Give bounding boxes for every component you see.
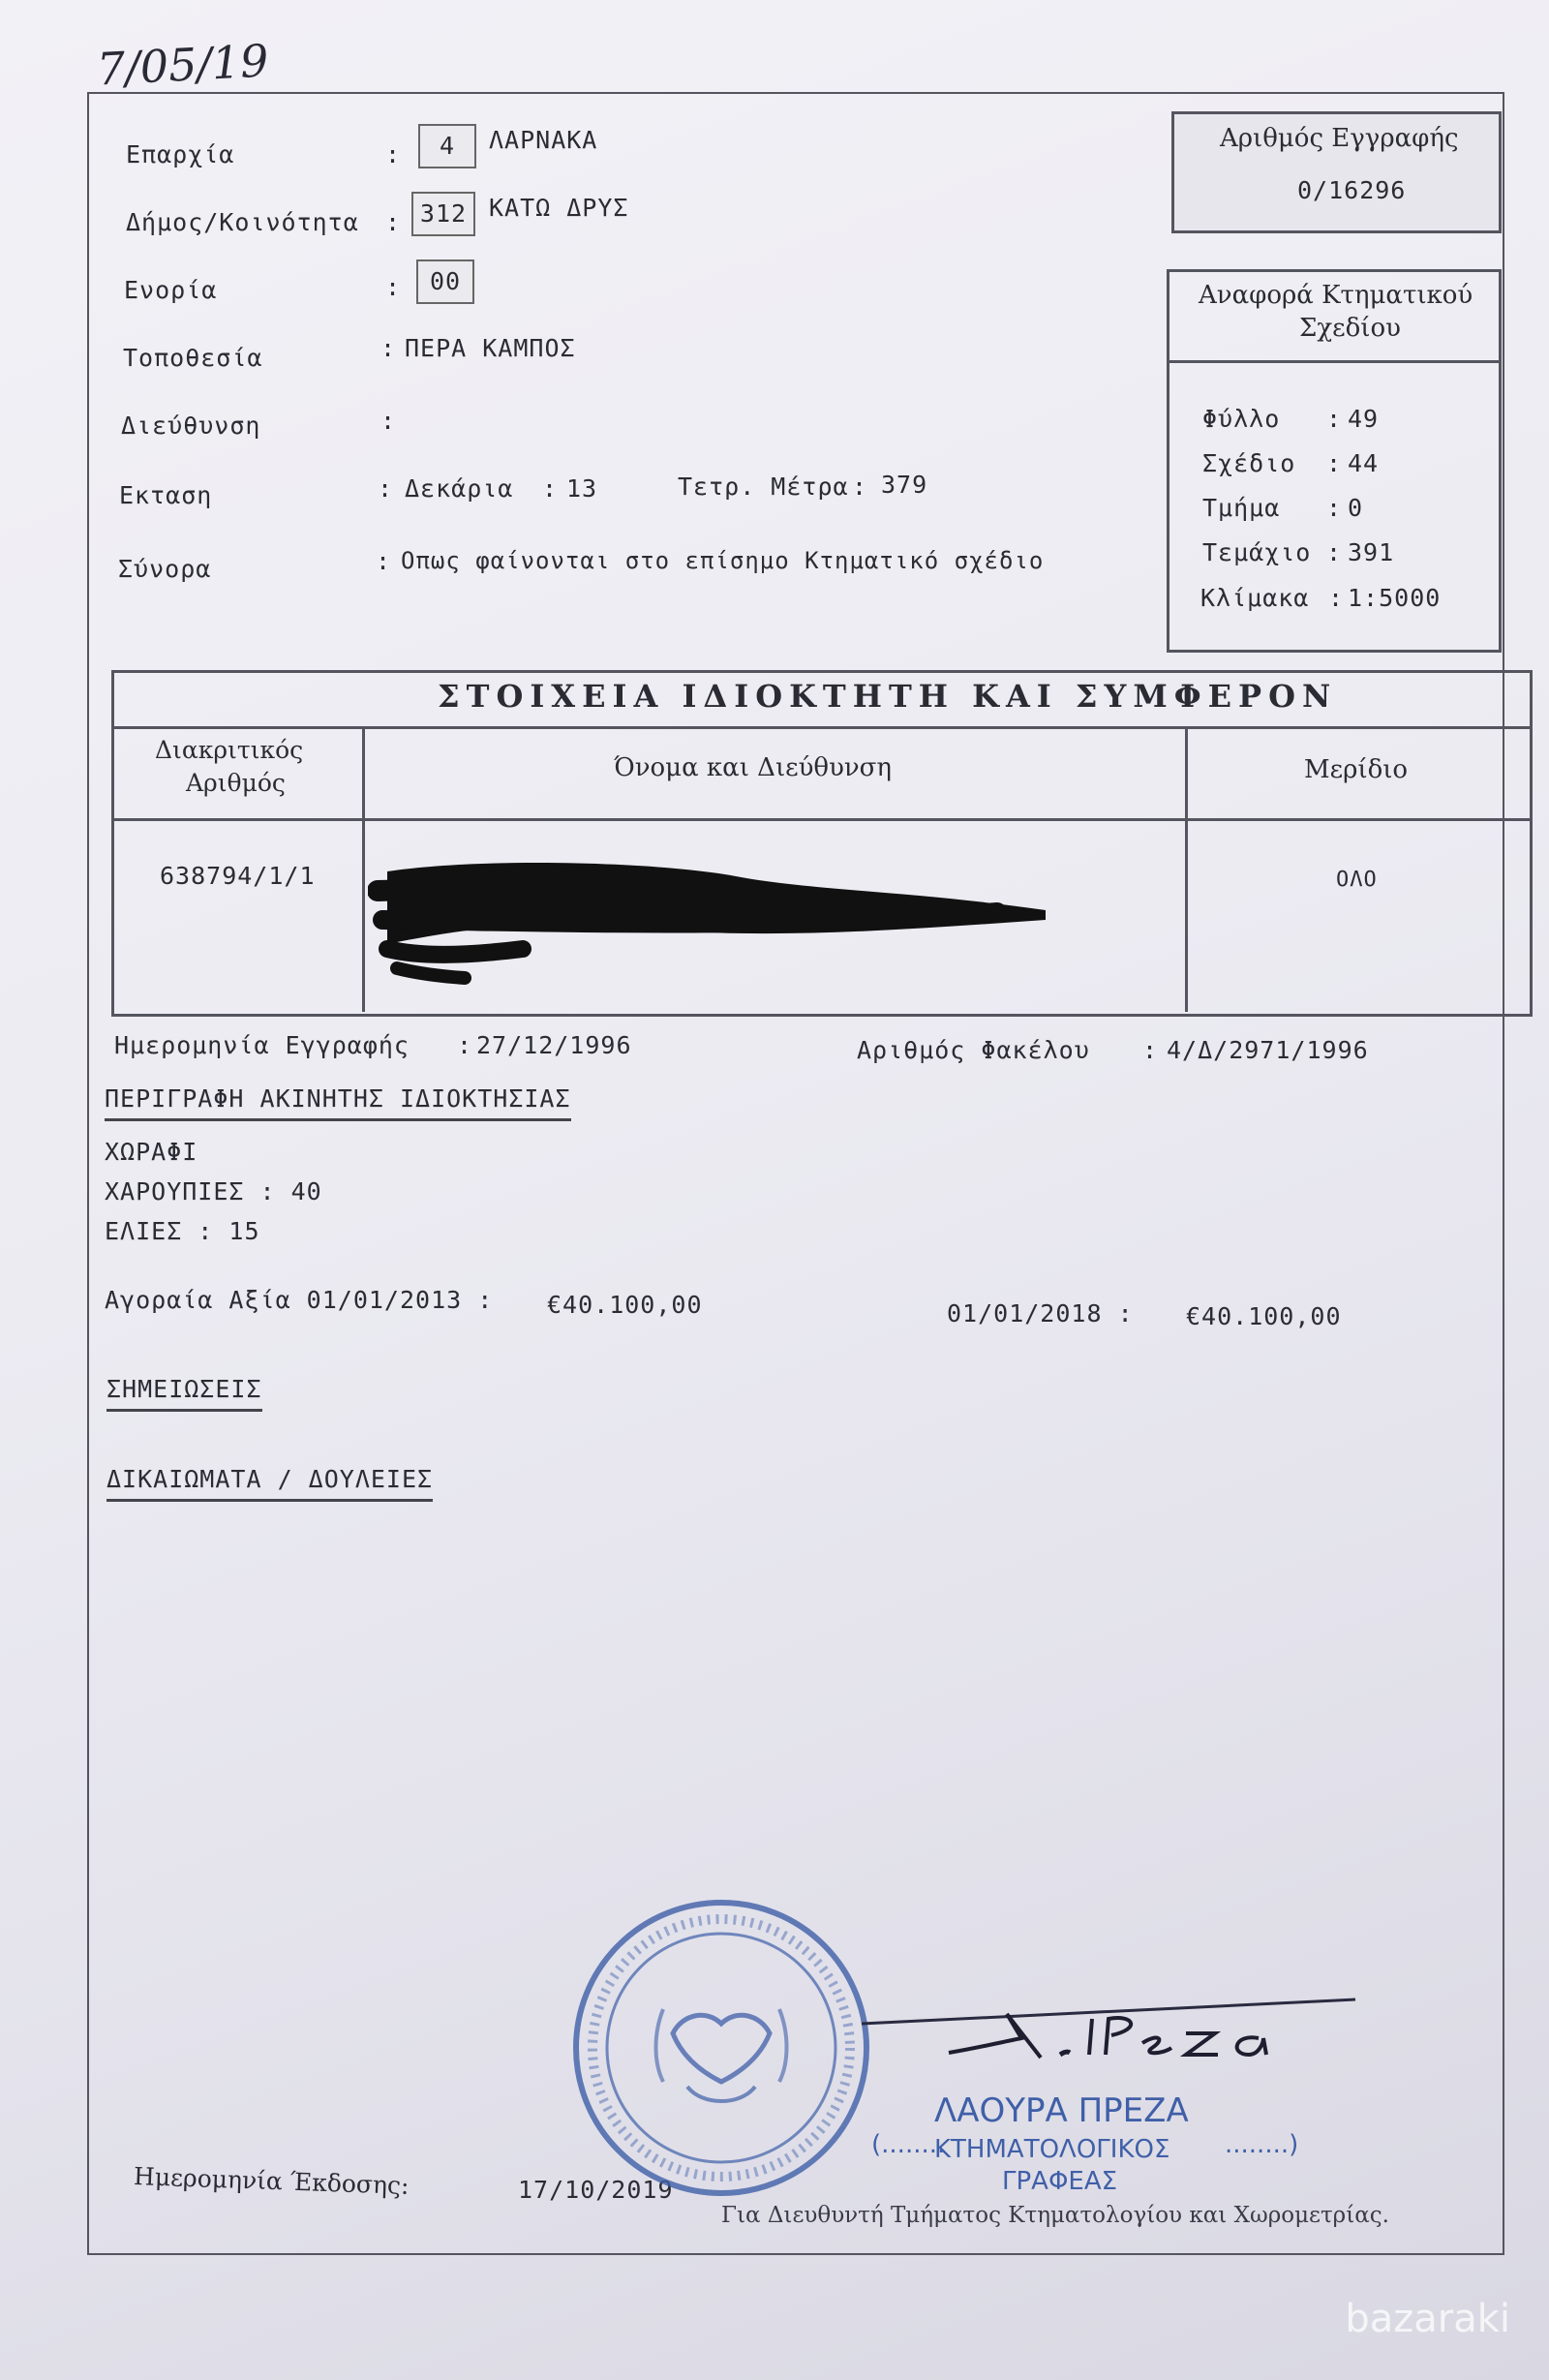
- redaction-scribble: [368, 852, 1065, 997]
- issue-date-label: Ημερομηνία Έκδοσης:: [133, 2162, 410, 2200]
- market-value-label: Αγοραία Αξία 01/01/2013 :: [105, 1286, 494, 1314]
- eparchia-label: Επαρχία: [126, 140, 235, 168]
- colon: :: [385, 273, 402, 301]
- colon: :: [1326, 538, 1343, 566]
- owner-table-title: ΣΤΟΙΧΕΙΑ ΙΔΙΟΚΤΗΤΗ ΚΑΙ ΣΥΜΦΕΡΟΝ: [438, 678, 1338, 715]
- topothesia-label: Τοποθεσία: [123, 344, 263, 372]
- table-col-divider-1: [362, 726, 365, 1012]
- table-title-divider: [111, 726, 1530, 729]
- registration-value: 0/16296: [1297, 176, 1407, 204]
- table-header-divider: [111, 818, 1530, 821]
- colon: :: [380, 334, 397, 362]
- rights-heading: ΔΙΚΑΙΩΜΑΤΑ / ΔΟΥΛΕΙΕΣ: [106, 1465, 433, 1502]
- signatory-title-line2: ΓΡΑΦΕΑΣ: [1002, 2167, 1118, 2196]
- signatory-title-line1: ΚΤΗΜΑΤΟΛΟΓΙΚΟΣ: [934, 2135, 1170, 2164]
- bazaraki-watermark: bazaraki: [1345, 2297, 1510, 2341]
- market-value-2018: €40.100,00: [1186, 1302, 1342, 1330]
- signatory-bracket-open: (........: [871, 2130, 946, 2159]
- description-heading: ΠΕΡΙΓΡΑΦΗ ΑΚΙΝΗΤΗΣ ΙΔΙΟΚΤΗΣΙΑΣ: [105, 1084, 571, 1121]
- plan-title-line1: Αναφορά Κτηματικού: [1199, 281, 1473, 310]
- klimaka-label: Κλίμακα: [1200, 584, 1310, 612]
- registration-date-label: Ημερομηνία Εγγραφής: [114, 1031, 410, 1059]
- klimaka-value: 1:5000: [1348, 584, 1442, 612]
- colon: :: [1326, 405, 1343, 433]
- fyllo-value: 49: [1348, 405, 1380, 433]
- market-value-2013: €40.100,00: [547, 1291, 703, 1319]
- colon: :: [542, 474, 559, 503]
- temaxio-value: 391: [1348, 538, 1395, 566]
- dekaria-label: Δεκάρια: [405, 474, 514, 503]
- colon: :: [380, 407, 397, 435]
- eparchia-value: ΛΑΡΝΑΚΑ: [489, 126, 598, 154]
- description-line1: ΧΩΡΑΦΙ: [105, 1138, 198, 1166]
- dimos-label: Δήμος/Κοινότητα: [126, 208, 359, 236]
- market-value-date-2018: 01/01/2018 :: [947, 1299, 1134, 1327]
- owner-share: ΟΛΟ: [1336, 868, 1378, 892]
- issue-date: 17/10/2019: [518, 2176, 674, 2204]
- schedio-value: 44: [1348, 449, 1380, 477]
- temaxio-label: Τεμάχιο: [1202, 538, 1312, 566]
- col2-header: Όνομα και Διεύθυνση: [614, 753, 893, 782]
- tmima-value: 0: [1348, 494, 1364, 522]
- tmima-label: Τμήμα: [1202, 494, 1281, 522]
- tetr-value: 379: [881, 471, 928, 499]
- signature: [852, 1995, 1375, 2082]
- file-number: 4/Δ/2971/1996: [1167, 1036, 1369, 1064]
- dimos-code-box: 312: [411, 192, 475, 236]
- dekaria-value: 13: [566, 474, 598, 503]
- colon: :: [385, 208, 402, 236]
- colon: :: [457, 1031, 473, 1059]
- synora-value: Οπως φαίνονται στο επίσημο Κτηματικό σχέδιο: [401, 547, 1045, 574]
- synora-label: Σύνορα: [118, 555, 212, 583]
- colon: :: [852, 473, 868, 501]
- colon: :: [385, 140, 402, 168]
- ektasi-label: Εκταση: [119, 481, 213, 509]
- registration-label: Αριθμός Εγγραφής: [1220, 124, 1459, 153]
- handwritten-date: 7/05/19: [95, 34, 270, 96]
- tetr-label: Τετρ. Μέτρα: [678, 473, 849, 501]
- dieuthynsi-label: Διεύθυνση: [121, 412, 261, 440]
- registration-date: 27/12/1996: [476, 1031, 632, 1059]
- signatory-name: ΛΑΟΥΡΑ ΠΡΕΖΑ: [934, 2091, 1189, 2130]
- table-col-divider-2: [1185, 726, 1188, 1012]
- description-line2: ΧΑΡΟΥΠΙΕΣ : 40: [105, 1177, 322, 1205]
- colon: :: [1328, 584, 1345, 612]
- dimos-value: ΚΑΤΩ ΔΡΥΣ: [489, 194, 629, 222]
- enoria-code-box: 00: [416, 259, 474, 304]
- signatory-bracket-close: ........): [1225, 2130, 1299, 2159]
- col3-header: Μερίδιο: [1304, 755, 1409, 784]
- plan-box-divider: [1167, 360, 1499, 363]
- schedio-label: Σχέδιο: [1202, 449, 1296, 477]
- owner-id: 638794/1/1: [160, 862, 316, 890]
- colon: :: [1326, 449, 1343, 477]
- enoria-label: Ενορία: [124, 276, 218, 304]
- signatory-footer: Για Διευθυντή Τμήματος Κτηματολογίου και Χωρομετρίας.: [721, 2203, 1389, 2228]
- eparchia-code-box: 4: [418, 124, 476, 168]
- description-line3: ΕΛΙΕΣ : 15: [105, 1217, 260, 1245]
- topothesia-value: ΠΕΡΑ ΚΑΜΠΟΣ: [405, 334, 576, 362]
- file-number-label: Αριθμός Φακέλου: [857, 1036, 1090, 1064]
- plan-title-line2: Σχεδίου: [1299, 314, 1401, 343]
- colon: :: [378, 474, 394, 503]
- official-seal: [562, 1888, 881, 2208]
- notes-heading: ΣΗΜΕΙΩΣΕΙΣ: [106, 1375, 262, 1412]
- colon: :: [1326, 494, 1343, 522]
- colon: :: [1142, 1036, 1159, 1064]
- col1-header-line1: Διακριτικός: [155, 736, 304, 764]
- colon: :: [376, 547, 392, 575]
- fyllo-label: Φύλλο: [1202, 405, 1281, 433]
- col1-header-line2: Αριθμός: [186, 769, 286, 797]
